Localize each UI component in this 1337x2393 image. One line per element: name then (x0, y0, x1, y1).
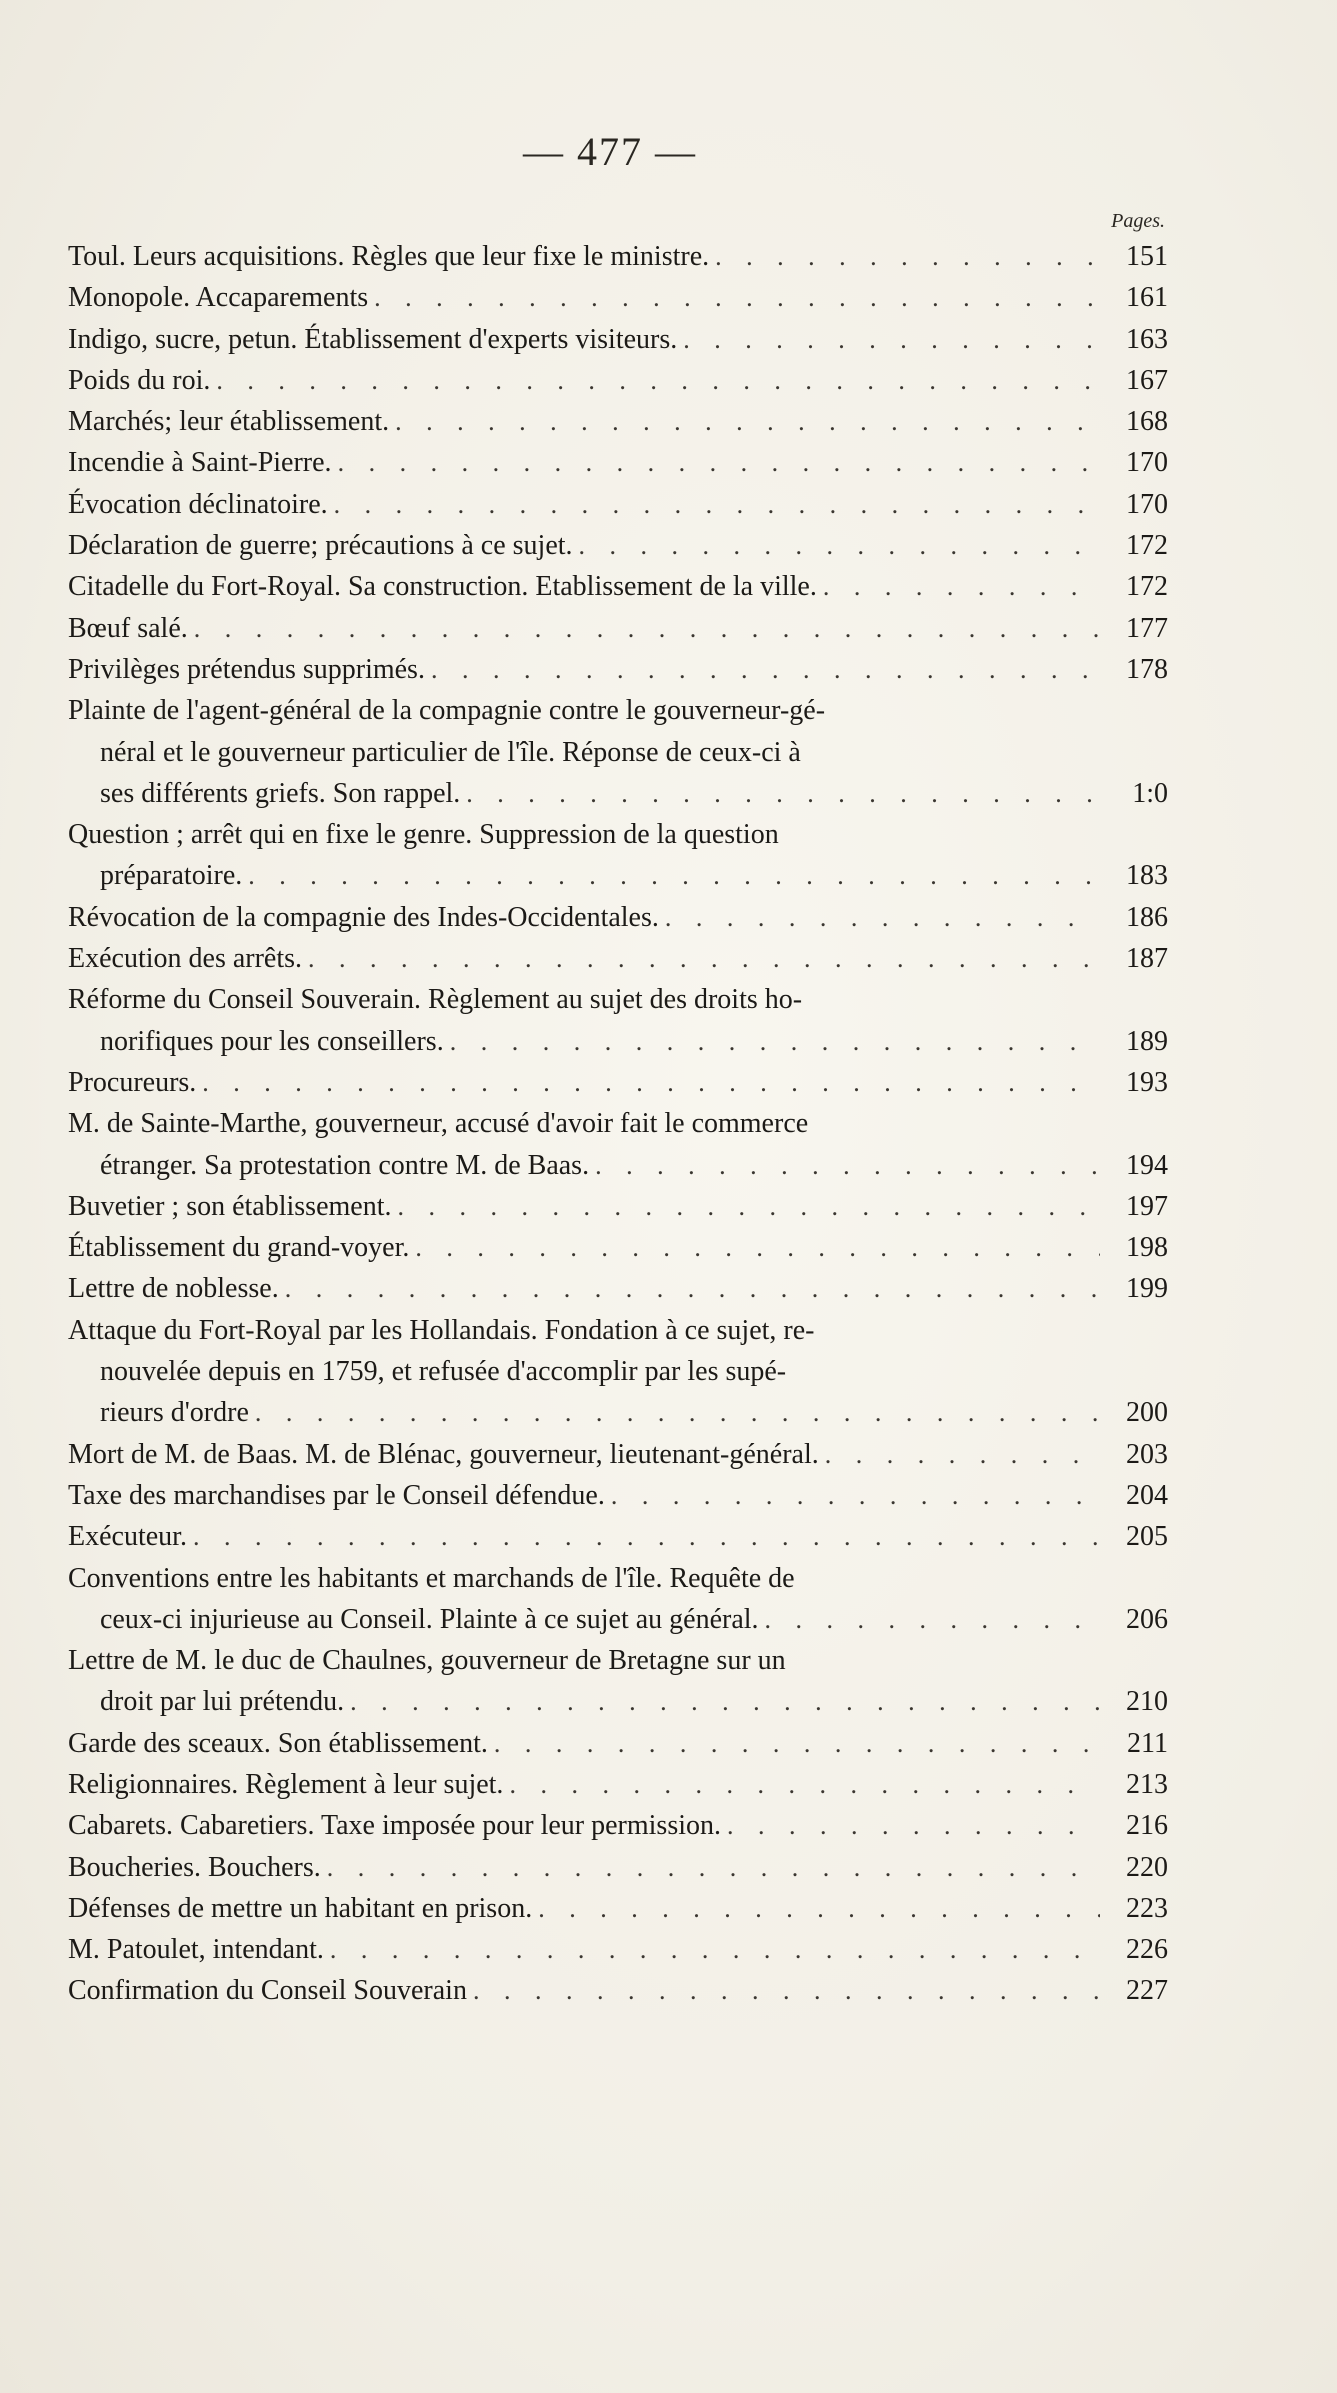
toc-entry-title: Boucheries. Bouchers. (68, 1851, 321, 1883)
toc-entry-title: préparatoire. (100, 860, 243, 892)
toc-page-number: 172 (1126, 571, 1168, 603)
toc-entry (68, 979, 1168, 1062)
toc-entry-text-line: M. de Sainte-Marthe, gouverneur, accusé d'avoir fait le commerce (68, 1108, 809, 1140)
toc-entry (68, 897, 1168, 938)
dot-leader (327, 1847, 1100, 1888)
toc-entry (68, 1888, 1168, 1929)
toc-page-number: 226 (1126, 1934, 1168, 1966)
dot-leader (494, 1723, 1100, 1764)
dot-leader (330, 1929, 1100, 1970)
toc-entry (68, 1805, 1168, 1846)
toc-entry-text-line: Réforme du Conseil Souverain. Règlement au sujet des droits ho- (68, 984, 803, 1016)
toc-entry (68, 1475, 1168, 1516)
dot-leader (683, 319, 1100, 360)
toc-entry (68, 1516, 1168, 1557)
toc-entry (68, 814, 1168, 897)
dot-leader (374, 277, 1100, 318)
dot-leader (715, 236, 1100, 277)
pages-column-label: Pages. (1111, 210, 1165, 232)
toc-entry-title: étranger. Sa protestation contre M. de Baas. (100, 1149, 590, 1181)
dot-leader (473, 1970, 1100, 2011)
toc-entry-text-line: néral et le gouverneur particulier de l'île. Réponse de ceux-ci à (100, 736, 801, 768)
toc-page-number: 216 (1126, 1810, 1168, 1842)
toc-entry-title: Religionnaires. Règlement à leur sujet. (68, 1768, 504, 1800)
toc-entry (68, 1929, 1168, 1970)
toc-page-number: 227 (1126, 1975, 1168, 2007)
toc-entry-title: norifiques pour les conseillers. (100, 1025, 444, 1057)
toc-entry-title: M. Patoulet, intendant. (68, 1934, 324, 1966)
toc-entry (68, 319, 1168, 360)
toc-entry (68, 649, 1168, 690)
toc-entry (68, 608, 1168, 649)
dot-leader (216, 360, 1100, 401)
toc-entry-text-line: Lettre de M. le duc de Chaulnes, gouverneur de Bretagne sur un (68, 1645, 786, 1677)
dot-leader (727, 1805, 1100, 1846)
toc-entry-title: Révocation de la compagnie des Indes-Occidentales. (68, 901, 659, 933)
toc-entry (68, 236, 1168, 277)
toc-entry-title: Buvetier ; son établissement. (68, 1190, 392, 1222)
dot-leader (338, 442, 1100, 483)
toc-entry (68, 1640, 1168, 1723)
toc-entry-title: Indigo, sucre, petun. Établissement d'experts visiteurs. (68, 323, 678, 355)
dot-leader (466, 773, 1100, 814)
toc-entry-title: Procureurs. (68, 1066, 197, 1098)
toc-entry-title: Exécuteur. (68, 1521, 187, 1553)
dot-leader (202, 1062, 1100, 1103)
toc-entry-text-line: Question ; arrêt qui en fixe le genre. Suppression de la question (68, 819, 779, 851)
toc-page-number: 198 (1126, 1232, 1168, 1264)
toc-entry (68, 1310, 1168, 1434)
toc-entry-title: Évocation déclinatoire. (68, 488, 328, 520)
dot-leader (765, 1599, 1100, 1640)
toc-entry-title: Garde des sceaux. Son établissement. (68, 1727, 488, 1759)
toc-page-number: 170 (1126, 447, 1168, 479)
toc-entry-title: Cabarets. Cabaretiers. Taxe imposée pour leur permission. (68, 1810, 721, 1842)
dot-leader (350, 1681, 1100, 1722)
toc-entry (68, 525, 1168, 566)
dot-leader (415, 1227, 1100, 1268)
toc-entry-title: Citadelle du Fort-Royal. Sa construction. Etablissement de la ville. (68, 571, 817, 603)
toc-entry (68, 1103, 1168, 1186)
toc-entry-text-line: nouvelée depuis en 1759, et refusée d'accomplir par les supé- (100, 1356, 787, 1388)
toc-page-number: 223 (1126, 1892, 1168, 1924)
toc-entry-title: ses différents griefs. Son rappel. (100, 777, 461, 809)
dot-leader (450, 1021, 1100, 1062)
toc-page-number: 205 (1126, 1521, 1168, 1553)
toc-entry (68, 566, 1168, 607)
dot-leader (509, 1764, 1100, 1805)
toc-entry-title: Privilèges prétendus supprimés. (68, 653, 425, 685)
toc-page-number: 211 (1127, 1727, 1168, 1759)
dot-leader (398, 1186, 1101, 1227)
toc-page-number: 193 (1126, 1066, 1168, 1098)
toc-entry-title: Mort de M. de Baas. M. de Blénac, gouverneur, lieutenant-général. (68, 1438, 819, 1470)
page-number: — 477 — (523, 129, 697, 174)
toc-page-number: 178 (1126, 653, 1168, 685)
toc-page-number: 220 (1126, 1851, 1168, 1883)
toc-entry-title: Taxe des marchandises par le Conseil défendue. (68, 1479, 605, 1511)
dot-leader (611, 1475, 1100, 1516)
toc-page-number: 1:0 (1132, 777, 1168, 809)
toc-entry (68, 360, 1168, 401)
toc-entry (68, 1062, 1168, 1103)
dot-leader (823, 566, 1100, 607)
toc-page-number: 200 (1126, 1397, 1168, 1429)
toc-page-number: 177 (1126, 612, 1168, 644)
toc-page-number: 167 (1126, 364, 1168, 396)
toc-entry-title: Exécution des arrêts. (68, 943, 303, 975)
toc-page-number: 206 (1126, 1603, 1168, 1635)
dot-leader (194, 608, 1100, 649)
toc-entry (68, 690, 1168, 814)
toc-entry (68, 1558, 1168, 1641)
toc-entry (68, 1186, 1168, 1227)
toc-entry (68, 1434, 1168, 1475)
toc-page-number: 210 (1126, 1686, 1168, 1718)
dot-leader (285, 1268, 1100, 1309)
toc-entry (68, 1227, 1168, 1268)
dot-leader (395, 401, 1100, 442)
dot-leader (255, 1392, 1100, 1433)
dot-leader (334, 484, 1100, 525)
toc-entry (68, 442, 1168, 483)
toc-entry (68, 1764, 1168, 1805)
toc-page-number: 197 (1126, 1190, 1168, 1222)
dot-leader (248, 855, 1100, 896)
toc-entry-title: Monopole. Accaparements (68, 282, 369, 314)
toc-entry-title: Marchés; leur établissement. (68, 406, 390, 438)
toc-entry-title: Toul. Leurs acquisitions. Règles que leur fixe le ministre. (68, 241, 710, 272)
toc-entry-text-line: Attaque du Fort-Royal par les Hollandais. Fondation à ce sujet, re- (68, 1314, 815, 1346)
toc-page-number: 203 (1126, 1438, 1168, 1470)
toc-page-number: 186 (1126, 901, 1168, 933)
toc-entry (68, 401, 1168, 442)
dot-leader (579, 525, 1100, 566)
toc-entry (68, 277, 1168, 318)
toc-page-number: 163 (1126, 323, 1168, 355)
toc-page-number: 204 (1126, 1479, 1168, 1511)
toc-entry (68, 484, 1168, 525)
dot-leader (538, 1888, 1100, 1929)
toc-entry (68, 1723, 1168, 1764)
toc-entry-title: Poids du roi. (68, 364, 211, 396)
toc-entry-title: ceux-ci injurieuse au Conseil. Plainte à ce sujet au général. (100, 1603, 759, 1635)
toc-entry-title: droit par lui prétendu. (100, 1686, 345, 1718)
toc-entry-title: Confirmation du Conseil Souverain (68, 1975, 467, 2007)
dot-leader (595, 1145, 1100, 1186)
toc-entry-title: Incendie à Saint-Pierre. (68, 447, 332, 479)
toc-entry (68, 1970, 1168, 2011)
toc-entry-title: Établissement du grand-voyer. (68, 1232, 410, 1264)
toc-entry-title: Défenses de mettre un habitant en prison. (68, 1892, 533, 1924)
dot-leader (193, 1516, 1100, 1557)
dot-leader (665, 897, 1100, 938)
toc-page-number: 161 (1126, 282, 1168, 314)
toc-entry-title: Déclaration de guerre; précautions à ce sujet. (68, 530, 573, 562)
toc-page-number: 172 (1126, 530, 1168, 562)
dot-leader (431, 649, 1100, 690)
toc-page-number: 187 (1126, 943, 1168, 975)
toc-page-number: 189 (1126, 1025, 1168, 1057)
toc-page-number: 199 (1126, 1273, 1168, 1305)
toc-entry (68, 1847, 1168, 1888)
toc-page-number: 151 (1126, 241, 1168, 272)
toc-entry-title: Lettre de noblesse. (68, 1273, 279, 1305)
table-of-contents (68, 236, 1168, 2012)
toc-entry-title: rieurs d'ordre (100, 1397, 249, 1429)
dot-leader (308, 938, 1100, 979)
toc-page-number: 213 (1126, 1768, 1168, 1800)
toc-entry-text-line: Conventions entre les habitants et marchands de l'île. Requête de (68, 1562, 795, 1594)
toc-page-number: 183 (1126, 860, 1168, 892)
dot-leader (825, 1434, 1100, 1475)
toc-page-number: 170 (1126, 488, 1168, 520)
toc-page-number: 168 (1126, 406, 1168, 438)
toc-page-number: 194 (1126, 1149, 1168, 1181)
toc-entry-text-line: Plainte de l'agent-général de la compagnie contre le gouverneur-gé- (68, 695, 826, 727)
toc-entry (68, 938, 1168, 979)
toc-entry (68, 1268, 1168, 1309)
toc-entry-title: Bœuf salé. (68, 612, 188, 644)
